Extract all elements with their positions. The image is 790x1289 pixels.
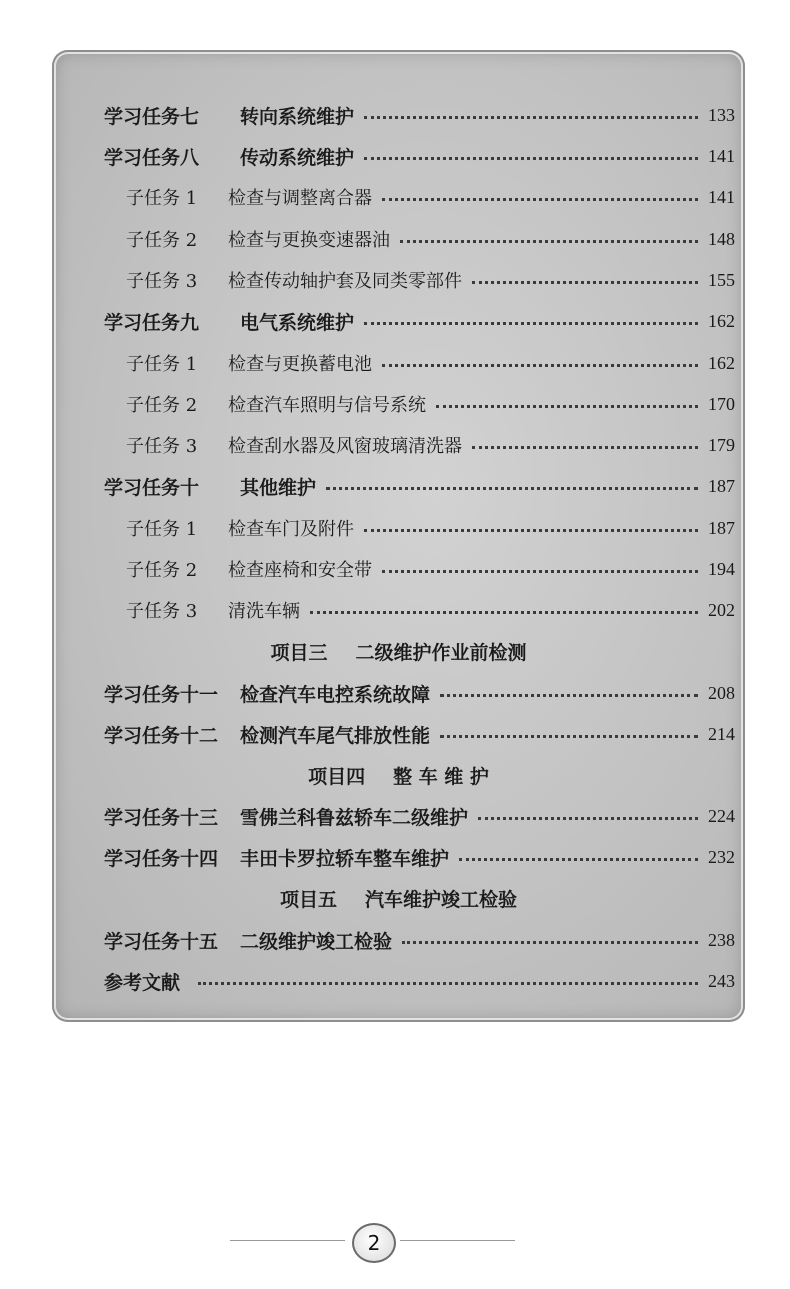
toc-title: 检查传动轴护套及同类零部件: [228, 271, 462, 292]
toc-title: 二级维护竣工检验: [240, 930, 393, 953]
toc-title: 转向系统维护: [240, 105, 355, 128]
dot-leader: [440, 735, 698, 738]
dot-leader: [436, 405, 698, 408]
dot-leader: [198, 982, 698, 985]
toc-title: 检查与更换变速器油: [228, 230, 390, 251]
toc-code: 子任务 1: [126, 519, 198, 540]
toc-row-task-15[interactable]: [52, 923, 745, 957]
page-footer: [0, 1215, 790, 1265]
toc-page-number: 214: [708, 723, 735, 744]
toc-row-subtask[interactable]: [52, 263, 745, 297]
toc-page-number: 202: [708, 599, 735, 620]
toc-page-number: 187: [708, 475, 735, 496]
toc-code: 学习任务十一: [104, 683, 219, 706]
toc-code: 学习任务十: [104, 476, 200, 499]
toc-title: 检查座椅和安全带: [228, 560, 372, 581]
toc-code: 学习任务十五: [104, 930, 219, 953]
toc-page-number: 162: [708, 352, 735, 373]
toc-title: 清洗车辆: [228, 601, 300, 622]
footer-rule-right: [400, 1240, 515, 1241]
toc-title: 电气系统维护: [240, 311, 355, 334]
toc-page-number: 243: [708, 970, 735, 991]
toc-code: 参考文献: [104, 971, 181, 994]
toc-code: 子任务 2: [126, 560, 198, 581]
toc-row-task-8[interactable]: [52, 139, 745, 173]
toc-code: 子任务 1: [126, 354, 198, 375]
project-title: 整 车 维 护: [393, 765, 489, 788]
dot-leader: [402, 941, 698, 944]
toc-title: 检测汽车尾气排放性能: [240, 724, 431, 747]
dot-leader: [364, 157, 698, 160]
toc-row-task-10[interactable]: [52, 469, 745, 503]
toc-title: 其他维护: [240, 476, 317, 499]
toc-code: 子任务 1: [126, 188, 198, 209]
toc-row-task-14[interactable]: [52, 840, 745, 874]
toc-title: 检查汽车照明与信号系统: [228, 395, 426, 416]
toc-code: 学习任务十二: [104, 724, 219, 747]
dot-leader: [364, 116, 698, 119]
toc-title: 检查车门及附件: [228, 519, 354, 540]
toc-row-task-11[interactable]: [52, 676, 745, 710]
toc-title: 检查汽车电控系统故障: [240, 683, 431, 706]
dot-leader: [472, 281, 698, 284]
toc-title: 检查与更换蓄电池: [228, 354, 372, 375]
toc-title: 雪佛兰科鲁兹轿车二级维护: [240, 806, 469, 829]
page-number: 2: [367, 1231, 381, 1255]
toc-title: 检查刮水器及风窗玻璃清洗器: [228, 436, 462, 457]
toc-code: 学习任务十四: [104, 847, 219, 870]
toc-page-number: 141: [708, 145, 735, 166]
toc-code: 学习任务七: [104, 105, 200, 128]
project-title: 二级维护作业前检测: [355, 641, 527, 664]
page-number-badge: [352, 1223, 396, 1263]
toc-list: [52, 50, 745, 1022]
toc-row-subtask[interactable]: [52, 180, 745, 214]
dot-leader: [472, 446, 698, 449]
toc-code: 子任务 3: [126, 436, 198, 457]
toc-code: 子任务 3: [126, 601, 198, 622]
dot-leader: [382, 198, 698, 201]
dot-leader: [310, 611, 698, 614]
toc-page-number: 187: [708, 517, 735, 538]
toc-page-number: 155: [708, 269, 735, 290]
toc-row-subtask[interactable]: [52, 387, 745, 421]
toc-page-number: 224: [708, 805, 735, 826]
toc-page-number: 148: [708, 228, 735, 249]
toc-code: 学习任务十三: [104, 806, 219, 829]
project-heading-5[interactable]: [52, 881, 745, 915]
toc-row-task-12[interactable]: [52, 717, 745, 751]
project-title: 汽车维护竣工检验: [365, 888, 518, 911]
toc-page-number: 170: [708, 393, 735, 414]
toc-row-subtask[interactable]: [52, 222, 745, 256]
dot-leader: [400, 240, 698, 243]
toc-page-number: 208: [708, 682, 735, 703]
toc-row-task-13[interactable]: [52, 799, 745, 833]
project-heading-4[interactable]: [52, 758, 745, 792]
toc-row-task-7[interactable]: [52, 98, 745, 132]
dot-leader: [478, 817, 698, 820]
project-code: 项目三: [270, 641, 328, 664]
dot-leader: [364, 322, 698, 325]
dot-leader: [382, 570, 698, 573]
toc-page-number: 238: [708, 929, 735, 950]
toc-page-number: 194: [708, 558, 735, 579]
toc-page-number: 232: [708, 846, 735, 867]
footer-rule-left: [230, 1240, 345, 1241]
toc-row-subtask[interactable]: [52, 552, 745, 586]
toc-page-number: 179: [708, 434, 735, 455]
toc-title: 传动系统维护: [240, 146, 355, 169]
dot-leader: [459, 858, 698, 861]
dot-leader: [382, 364, 698, 367]
toc-row-subtask[interactable]: [52, 593, 745, 627]
toc-row-subtask[interactable]: [52, 428, 745, 462]
toc-code: 子任务 2: [126, 395, 198, 416]
toc-title: 检查与调整离合器: [228, 188, 372, 209]
toc-code: 学习任务八: [104, 146, 200, 169]
dot-leader: [364, 529, 698, 532]
toc-code: 子任务 3: [126, 271, 198, 292]
toc-row-subtask[interactable]: [52, 511, 745, 545]
toc-row-subtask[interactable]: [52, 346, 745, 380]
project-code: 项目五: [279, 888, 337, 911]
toc-title: 丰田卡罗拉轿车整车维护: [240, 847, 450, 870]
toc-row-task-9[interactable]: [52, 304, 745, 338]
toc-panel: [52, 50, 745, 1022]
project-code: 项目四: [308, 765, 366, 788]
dot-leader: [326, 487, 698, 490]
dot-leader: [440, 694, 698, 697]
toc-code: 子任务 2: [126, 230, 198, 251]
toc-page-number: 141: [708, 186, 735, 207]
project-heading-3[interactable]: [52, 634, 745, 668]
toc-code: 学习任务九: [104, 311, 200, 334]
toc-page-number: 133: [708, 104, 735, 125]
toc-row-references[interactable]: [52, 964, 745, 998]
toc-page-number: 162: [708, 310, 735, 331]
